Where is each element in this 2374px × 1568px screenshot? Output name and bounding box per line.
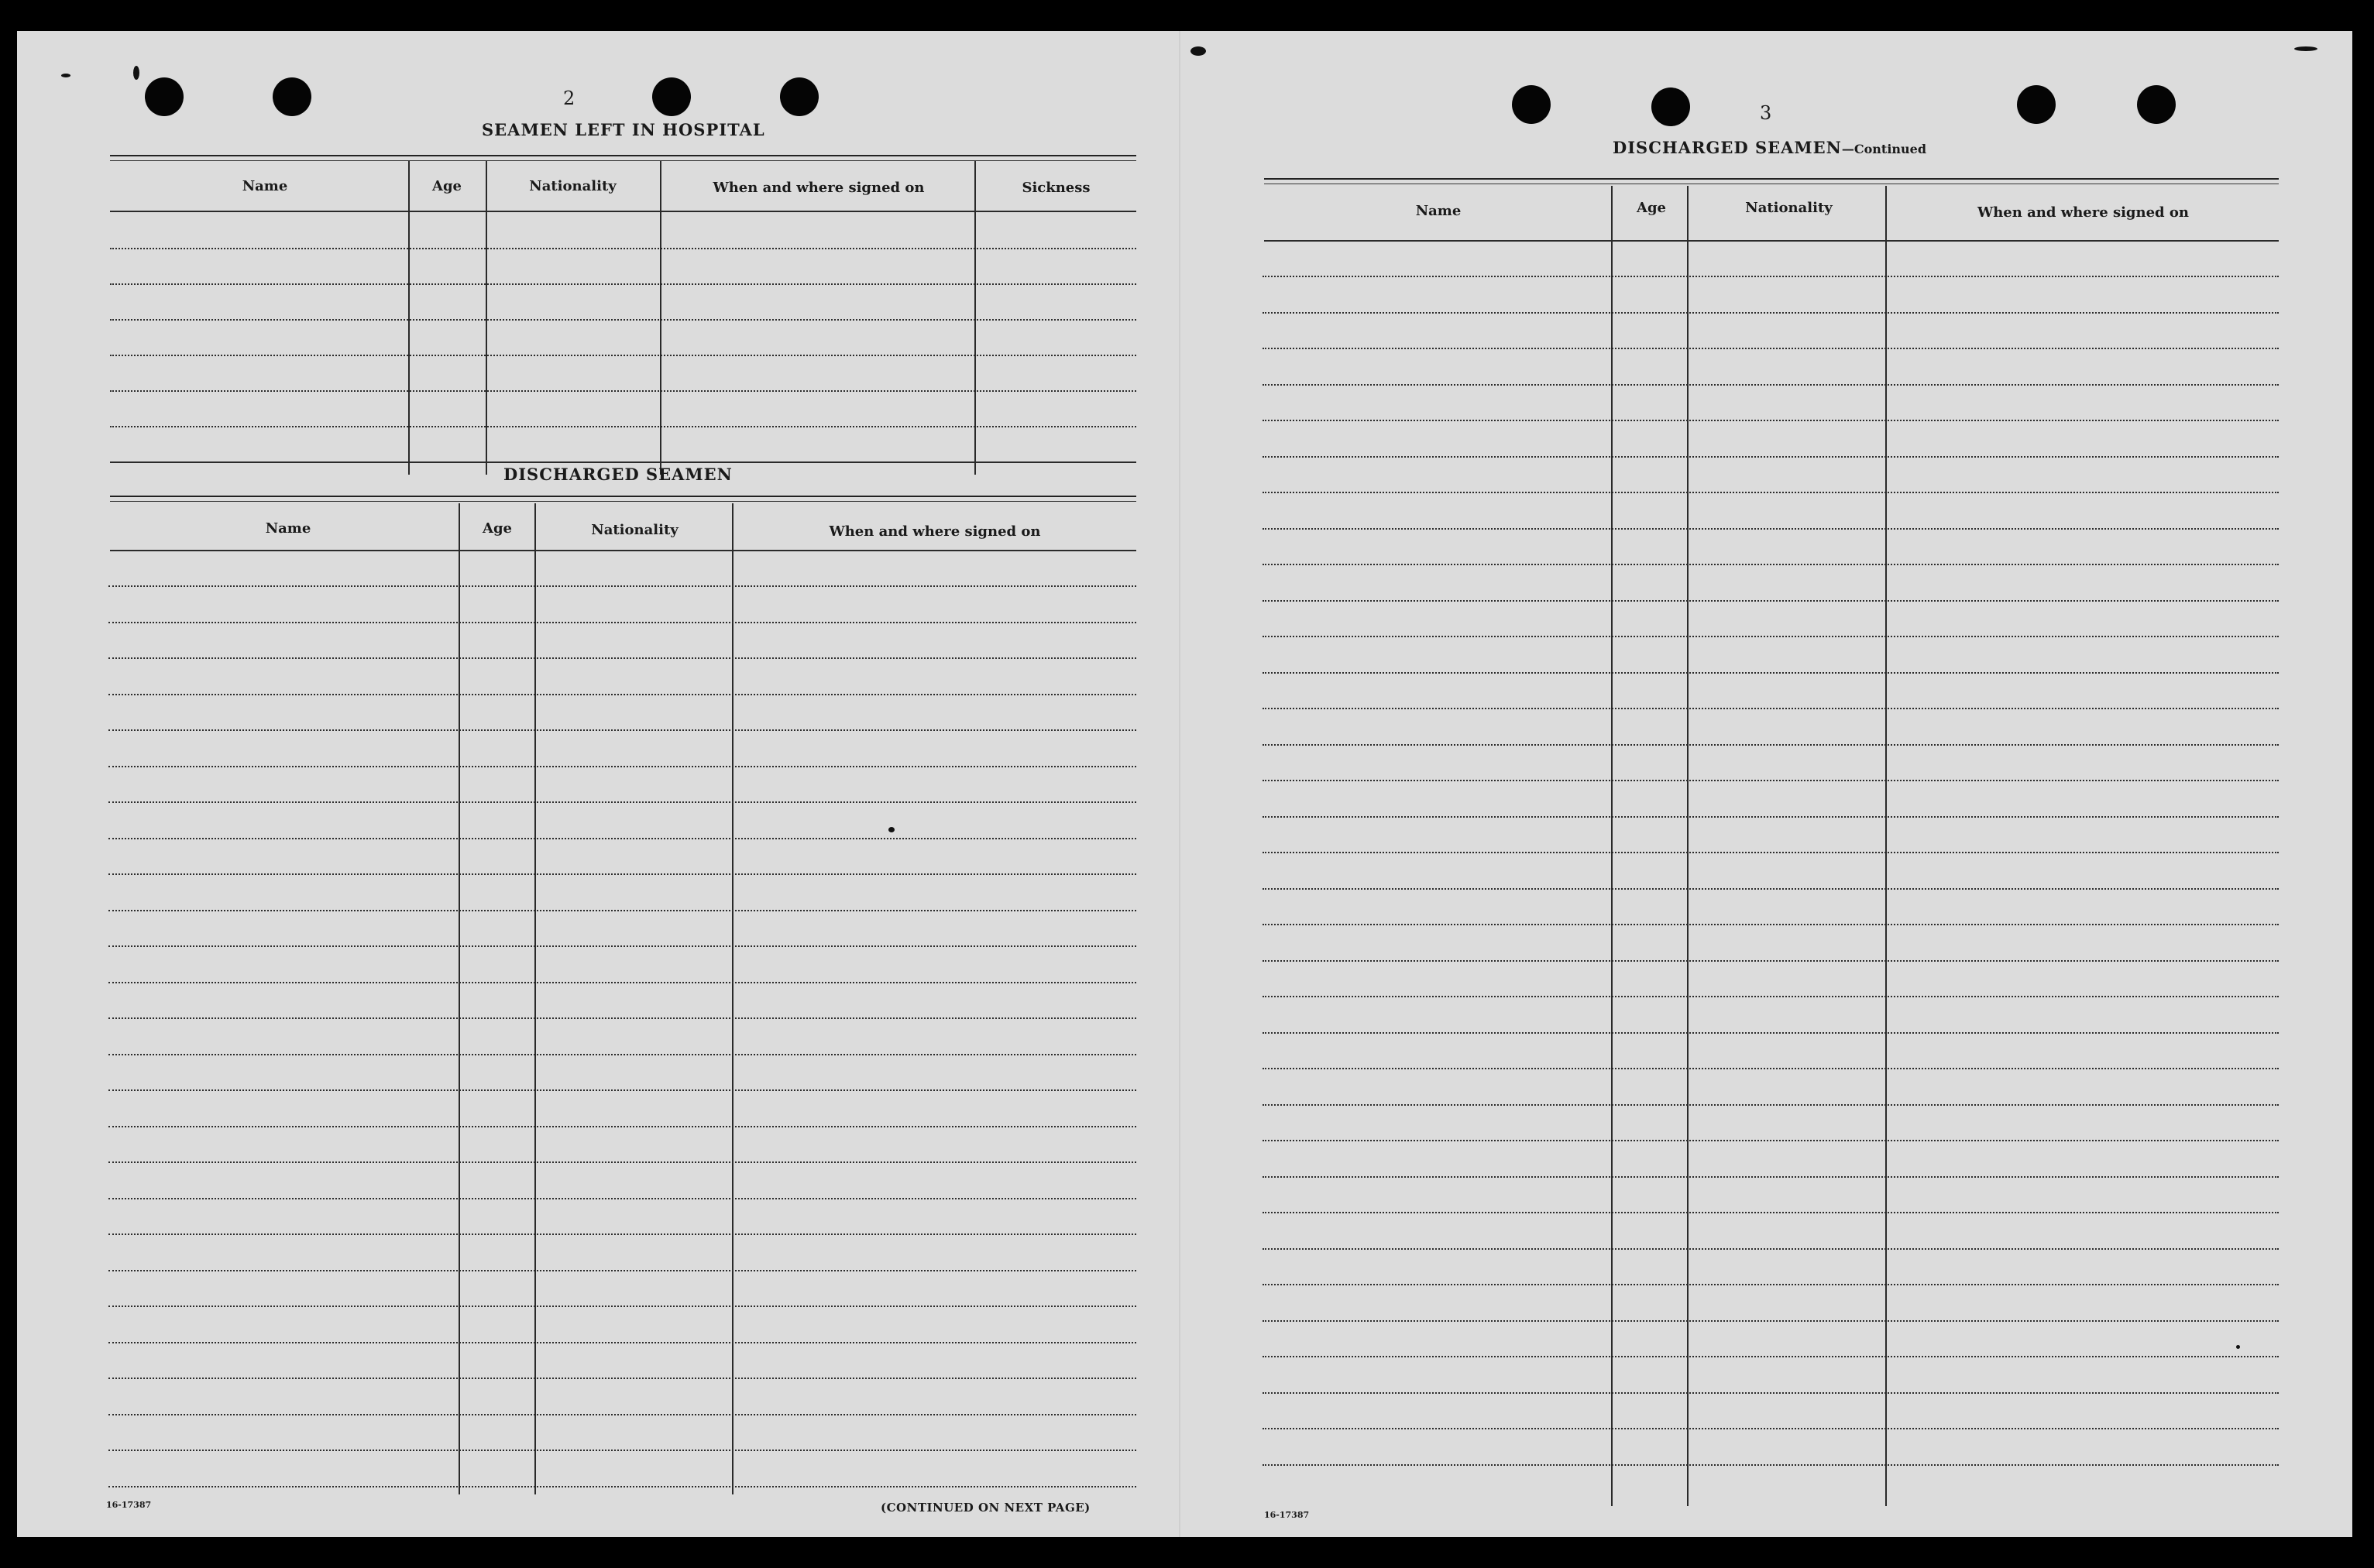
table-row-line (108, 910, 1136, 911)
table-row-line (110, 248, 1136, 249)
table-row-line (1263, 528, 2279, 530)
discharged-section-title: DISCHARGED SEAMEN (503, 465, 733, 484)
table-row-line (1263, 708, 2279, 709)
table-top-rule (110, 496, 1136, 502)
table-row-line (110, 319, 1136, 321)
table-row-line (1263, 1464, 2279, 1466)
table-row-line (1263, 312, 2279, 314)
table-row-line (1263, 1320, 2279, 1322)
table-bottom-line (110, 461, 1136, 463)
col-header-age: Age (431, 178, 462, 194)
header-underline (110, 550, 1136, 551)
table-row-line (1263, 600, 2279, 602)
header-underline (110, 211, 1136, 212)
binder-hole (652, 77, 691, 116)
table-row-line (108, 657, 1136, 659)
table-row-line (1263, 852, 2279, 853)
paper-speck (888, 827, 895, 832)
column-divider (660, 161, 661, 475)
table-row-line (1263, 636, 2279, 637)
table-row-line (1263, 348, 2279, 349)
table-row-line (1263, 492, 2279, 493)
table-row-line (108, 982, 1136, 983)
table-row-line (108, 1089, 1136, 1091)
table-row-line (1263, 1176, 2279, 1178)
form-number: 16-17387 (1264, 1510, 1310, 1520)
table-row-line (1263, 1068, 2279, 1069)
table-row-line (1263, 744, 2279, 746)
table-row-line (1263, 888, 2279, 890)
table-row-line (1263, 1356, 2279, 1357)
table-row-line (108, 1017, 1136, 1019)
header-underline (1264, 240, 2279, 242)
col-header-signed-on: When and where signed on (829, 523, 1041, 540)
table-row-line (108, 1270, 1136, 1271)
table-top-rule (1264, 178, 2279, 184)
table-row-line (108, 1233, 1136, 1235)
paper-speck (2236, 1345, 2240, 1349)
binder-hole (1651, 87, 1690, 126)
col-header-age: Age (1636, 200, 1666, 216)
table-row-line (108, 729, 1136, 731)
table-row-line (108, 585, 1136, 587)
table-row-line (1263, 420, 2279, 421)
table-row-line (1263, 1104, 2279, 1106)
table-row-line (108, 1161, 1136, 1163)
binder-hole (273, 77, 311, 116)
table-row-line (108, 766, 1136, 767)
table-row-line (110, 390, 1136, 392)
column-divider (974, 161, 976, 475)
table-row-line (1263, 816, 2279, 818)
paper-speck (61, 74, 70, 77)
table-row-line (108, 945, 1136, 947)
table-top-rule (110, 155, 1136, 161)
right-page (1179, 31, 2352, 1537)
table-row-line (108, 694, 1136, 695)
col-header-nationality: Nationality (591, 522, 679, 538)
table-row-line (1263, 276, 2279, 277)
table-row-line (108, 1126, 1136, 1127)
table-row-line (110, 426, 1136, 427)
table-row-line (1263, 384, 2279, 386)
form-number: 16-17387 (106, 1500, 152, 1510)
table-row-line (108, 1054, 1136, 1055)
column-divider (459, 503, 460, 1494)
table-row-line (108, 1486, 1136, 1487)
binder-hole (145, 77, 184, 116)
table-row-line (1263, 960, 2279, 962)
col-header-name: Name (265, 520, 311, 537)
column-divider (408, 161, 410, 475)
col-header-name: Name (1415, 203, 1462, 219)
section-title-main: DISCHARGED SEAMEN (1613, 138, 1842, 157)
col-header-nationality: Nationality (1745, 200, 1833, 216)
table-row-line (108, 622, 1136, 623)
document-paper (17, 31, 2352, 1537)
binder-hole (780, 77, 819, 116)
page-number: 3 (1760, 102, 1772, 124)
table-row-line (108, 1198, 1136, 1199)
table-row-line (1263, 564, 2279, 565)
col-header-signed-on: When and where signed on (1977, 204, 2189, 221)
col-header-signed-on: When and where signed on (713, 180, 925, 196)
table-row-line (1263, 1248, 2279, 1250)
col-header-nationality: Nationality (529, 178, 617, 194)
table-row-line (1263, 924, 2279, 925)
table-row-line (110, 283, 1136, 285)
paper-speck (1190, 46, 1206, 56)
binder-hole (2017, 85, 2056, 124)
table-row-line (1263, 780, 2279, 781)
section-title (1613, 138, 1926, 157)
table-row-line (108, 1378, 1136, 1379)
table-row-line (1263, 456, 2279, 458)
table-row-line (108, 838, 1136, 839)
table-row-line (108, 1342, 1136, 1343)
table-row-line (110, 355, 1136, 356)
column-divider (486, 161, 487, 475)
section-title-suffix: —Continued (1841, 142, 1927, 156)
hospital-section-title: SEAMEN LEFT IN HOSPITAL (482, 120, 765, 139)
table-row-line (1263, 1140, 2279, 1141)
table-row-line (108, 801, 1136, 803)
table-row-line (108, 873, 1136, 875)
page-number: 2 (563, 87, 575, 109)
table-row-line (108, 1414, 1136, 1415)
col-header-sickness: Sickness (1022, 180, 1091, 196)
column-divider (732, 503, 734, 1494)
col-header-age: Age (482, 520, 512, 537)
column-divider (534, 503, 536, 1494)
table-row-line (1263, 1284, 2279, 1285)
table-row-line (1263, 996, 2279, 997)
table-row-line (1263, 1428, 2279, 1429)
col-header-name: Name (242, 178, 288, 194)
table-row-line (1263, 1212, 2279, 1213)
paper-speck (133, 66, 139, 80)
binder-hole (1512, 85, 1551, 124)
continued-note: (CONTINUED ON NEXT PAGE) (881, 1501, 1091, 1515)
binder-hole (2137, 85, 2176, 124)
left-page (17, 31, 1179, 1537)
table-row-line (1263, 1392, 2279, 1394)
table-row-line (108, 1306, 1136, 1307)
table-row-line (108, 1450, 1136, 1451)
table-row-line (1263, 672, 2279, 674)
table-row-line (1263, 1032, 2279, 1034)
paper-speck (2294, 46, 2317, 51)
